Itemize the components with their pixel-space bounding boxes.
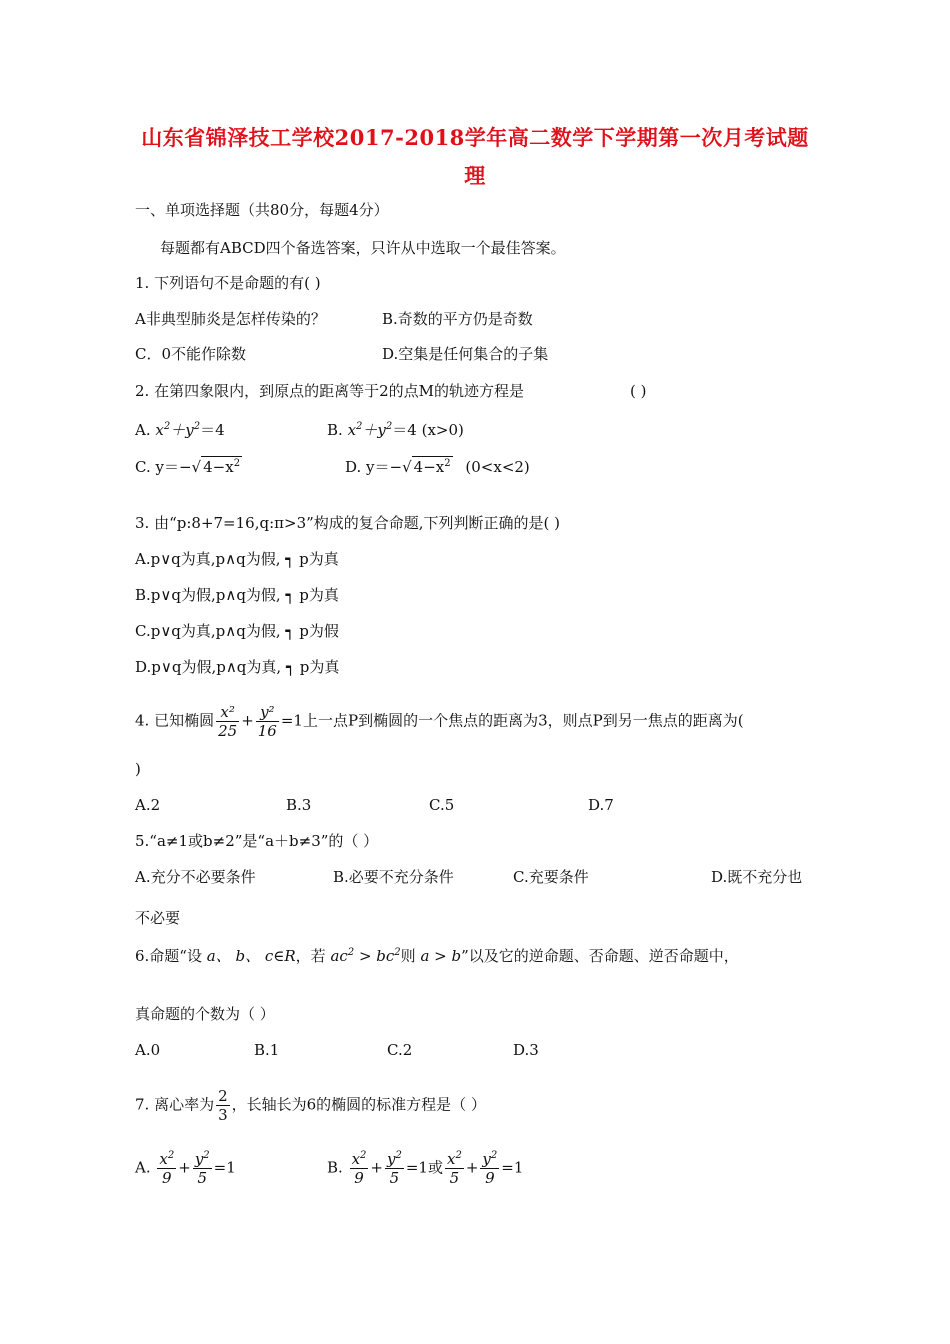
q7-option-b: B. $\frac{x^2}{9}$ + $\frac{y^2}{5}$ =1或 $\frac{x^2}{5}$ + $\frac{y^2}{9}$ =1 xyxy=(327,1150,524,1187)
q1-option-d: D.空集是任何集合的子集 xyxy=(382,345,549,363)
q7-b-frac-y2: $\frac{y^2}{9}$ xyxy=(482,1150,498,1187)
q4-frac-x-den: 25 xyxy=(218,722,238,740)
q7-a-label: A. xyxy=(135,1158,151,1177)
q6-condition: $ac^2 > bc^2$ xyxy=(330,947,401,965)
q7-b-frac-y1: $\frac{y^2}{5}$ xyxy=(387,1150,402,1187)
q4-head: 4. 已知椭圆 xyxy=(135,711,215,730)
q6-vars: a、 b、 c∈R xyxy=(206,947,296,965)
q7-frac-den: 3 xyxy=(218,1106,228,1124)
q7-frac-num: 2 xyxy=(218,1087,228,1105)
q4-frac-x-num: x² xyxy=(216,703,239,722)
q1-option-c: C．0不能作除数 xyxy=(135,345,247,363)
q3-option-b xyxy=(135,585,339,605)
q2-d-tail: (0<x<2) xyxy=(465,458,530,476)
q2-paren: ( ) xyxy=(630,382,647,400)
q5-option-a: A.充分不必要条件 xyxy=(135,868,256,886)
q6-option-b: B.1 xyxy=(254,1041,280,1059)
q5-option-d: D.既不充分也 xyxy=(711,868,803,886)
q4-option-c: C.5 xyxy=(429,796,455,814)
q6-cont: 真命题的个数为（ ） xyxy=(135,1005,275,1023)
q4-option-a: A.2 xyxy=(135,796,161,814)
exam-title-line1: 山东省锦泽技工学校2017-2018学年高二数学下学期第一次月考试题 xyxy=(141,125,809,150)
q3-b-head: B.p∨q为假,p∧q为假, xyxy=(135,586,281,604)
q6-tail: ”以及它的逆命题、否命题、逆否命题中， xyxy=(461,947,739,965)
q3-option-d xyxy=(135,657,339,677)
q5-option-d-cont: 不必要 xyxy=(135,909,181,927)
q6-ruo: ，若 xyxy=(295,947,326,965)
q2-b-label: B. xyxy=(327,421,343,439)
section-heading: 一、单项选择题（共80分，每题4分） xyxy=(135,201,389,219)
q3-option-c xyxy=(135,621,339,641)
q7-stem xyxy=(135,1087,486,1124)
q2-c-head: y＝− xyxy=(155,458,192,476)
q6-head: 6.命题“设 xyxy=(135,947,202,965)
q2-d-head: y＝− xyxy=(366,458,403,476)
q7-head: 7. 离心率为 xyxy=(135,1095,215,1114)
q3-d-tail: p为真 xyxy=(299,658,340,676)
q7-a-frac-y: $\frac{y^2}{5}$ xyxy=(194,1150,210,1187)
q7-b-frac-x2: $\frac{x^2}{5}$ xyxy=(447,1150,462,1187)
q2-option-d: D. y＝−√ $4-x^2$ (0<x<2) xyxy=(345,458,530,476)
q5-option-b: B.必要不充分条件 xyxy=(333,868,454,886)
q2-option-a xyxy=(135,420,225,440)
q2-stem: 2. 在第四象限内，到原点的距离等于2的点M的轨迹方程是 xyxy=(135,382,524,400)
q2-d-radicand: 4−x xyxy=(413,458,445,476)
exam-title-line2: 理 xyxy=(464,163,486,188)
negation-icon: ┑ xyxy=(285,658,295,676)
negation-icon: ┑ xyxy=(285,622,295,640)
q2-option-c: C. y＝−√ $4-x^2$ xyxy=(135,458,241,476)
q7-option-a: A. $\frac{x^2}{9}$ + $\frac{y^2}{5}$ =1 xyxy=(135,1150,236,1187)
q1-stem: 1. 下列语句不是命题的有( ) xyxy=(135,274,321,292)
q3-option-a xyxy=(135,549,339,569)
q5-option-c: C.充要条件 xyxy=(513,868,589,886)
radical-icon: √ xyxy=(402,458,412,476)
section-instruction: 每题都有ABCD四个备选答案，只许从中选取一个最佳答案。 xyxy=(160,239,566,257)
q2-d-label: D. xyxy=(345,458,362,476)
q4-frac-y-num: y² xyxy=(256,703,279,722)
q6-stem xyxy=(135,946,739,966)
q7-tail: ，长轴长为6的椭圆的标准方程是（ ） xyxy=(231,1095,486,1114)
q4-option-b: B.3 xyxy=(286,796,312,814)
q7-or: 或 xyxy=(427,1158,443,1177)
q2-a-label: A. xyxy=(135,421,151,439)
q2-a-tail: ＝4 xyxy=(200,421,225,439)
q6-option-c: C.2 xyxy=(387,1041,413,1059)
q4-fraction-y xyxy=(256,703,279,740)
q7-a-frac-x: $\frac{x^2}{9}$ xyxy=(159,1150,175,1187)
q3-c-head: C.p∨q为真,p∧q为假, xyxy=(135,622,281,640)
radical-icon: √ xyxy=(191,458,202,476)
q4-close: ) xyxy=(135,760,141,778)
q4-option-d: D.7 xyxy=(588,796,614,814)
q4-fraction-x xyxy=(216,703,239,740)
q2-b-tail: ＝4 (x>0) xyxy=(392,421,464,439)
q2-a-formula: $x^2+y^2$ xyxy=(155,421,201,439)
q4-stem: 4. 已知椭圆 $\frac{\text{x²}}{25}$ + $\frac{\text{y²}}{16}$ =1上一点P到椭圆的一个焦点的距离为3，则点P到另一焦点的距离为( xyxy=(135,703,744,740)
q2-c-radicand: 4−x xyxy=(203,458,234,476)
q2-c-label: C. xyxy=(135,458,151,476)
q6-ze: 则 xyxy=(400,947,416,965)
q3-b-tail: p为真 xyxy=(299,586,339,604)
q6-conclusion: a > b xyxy=(420,947,462,965)
q1-option-b: B.奇数的平方仍是奇数 xyxy=(382,310,533,328)
q5-stem: 5.“a≠1或b≠2”是“a＋b≠3”的（ ） xyxy=(135,832,379,850)
q2-b-formula: $x^2+y^2$ xyxy=(347,421,393,439)
q3-c-tail: p为假 xyxy=(299,622,339,640)
q2-option-b xyxy=(327,420,464,440)
q6-option-d: D.3 xyxy=(513,1041,539,1059)
negation-icon: ┑ xyxy=(285,586,295,604)
negation-icon: ┑ xyxy=(285,550,295,568)
q7-b-label: B. xyxy=(327,1158,343,1177)
q3-a-tail: p为真 xyxy=(299,550,339,568)
q7-b-frac-x1: $\frac{x^2}{9}$ xyxy=(351,1150,367,1187)
q4-tail: =1上一点P到椭圆的一个焦点的距离为3，则点P到另一焦点的距离为( xyxy=(280,711,744,730)
q6-option-a: A.0 xyxy=(135,1041,161,1059)
q3-stem: 3. 由“p:8+7=16,q:π>3”构成的复合命题,下列判断正确的是( ) xyxy=(135,514,561,532)
q7-fraction xyxy=(216,1087,230,1124)
q4-frac-y-den: 16 xyxy=(257,722,277,740)
q3-d-head: D.p∨q为假,p∧q为真, xyxy=(135,658,282,676)
q3-a-head: A.p∨q为真,p∧q为假, xyxy=(135,550,281,568)
q1-option-a: A非典型肺炎是怎样传染的？ xyxy=(135,310,326,328)
